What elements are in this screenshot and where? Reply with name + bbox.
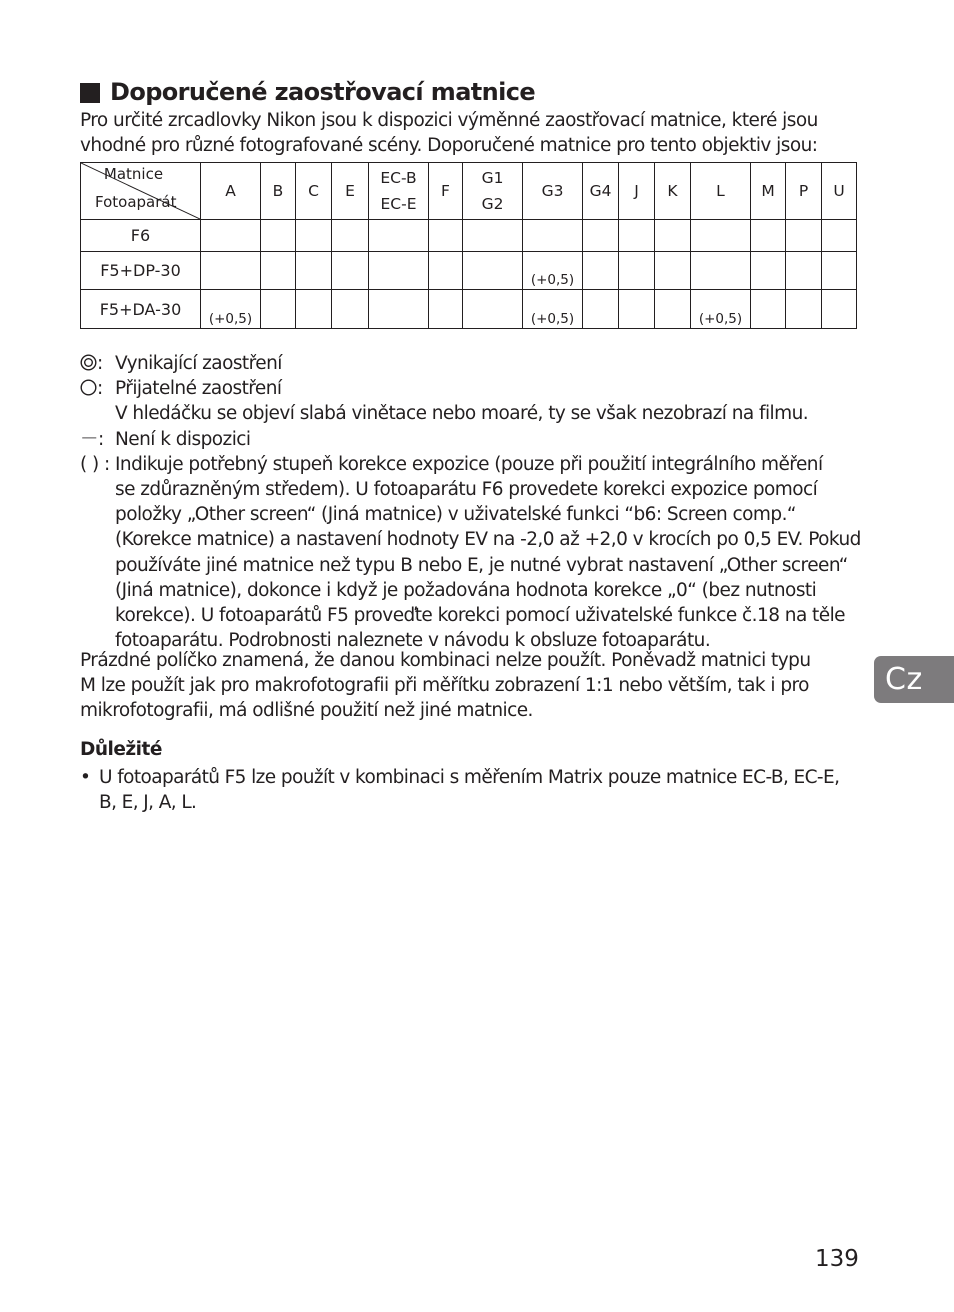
intro-paragraph	[80, 108, 860, 158]
table-cell	[822, 252, 857, 290]
column-header: C	[296, 163, 332, 220]
table-cell	[786, 290, 822, 329]
legend: : Vynikající zaostření : Přijatelné zaostření V hledáčku se objeví slabá vinětace nebo moaré, ty se však nezobrazí na filmu. －: Není k dispozici ( ) : Indikuje potřebný stupeň korekce expozice (pouze při použití integrálního měření se zdůrazněným středem). U fotoaparátu F6 provedete korekci expozice pomocí položky „Other screen“ (Jiná matnice) v uživatelské funkci “b6: Screen comp.“ (Korekce matnice) a nastavení hodnoty EV na -2,0 až +2,0 v krocích po 0,5 EV. Pokud používáte jiné matnice než typu B nebo E, je nutné vybrat nastavení „Other screen“ (Jiná matnice), dokonce i když je požadována hodnota korekce „0“ (bez nutnosti korekce). U fotoaparátů F5 proveďte korekci pomocí uživatelské funkce č.18 na těle fotoaparátu. Podrobnosti naleznete v návodu k obsluze fotoaparátu.	[80, 351, 870, 653]
exposure-correction: (+0,5)	[208, 311, 253, 327]
table-cell	[261, 290, 296, 329]
intro-line: vhodné pro různé fotografované scény. Doporučené matnice pro tento objektiv jsou:	[80, 135, 818, 157]
table-cell	[369, 252, 429, 290]
row-label: F6	[81, 220, 201, 252]
table-cell	[822, 220, 857, 252]
table-cell	[786, 220, 822, 252]
exposure-correction: (+0,5)	[530, 272, 575, 288]
black-square-icon	[80, 83, 100, 103]
table-cell	[429, 220, 463, 252]
table-cell	[619, 252, 655, 290]
table-cell	[201, 290, 261, 329]
table-cell	[332, 252, 369, 290]
table-cell	[655, 220, 691, 252]
table-cell	[583, 252, 619, 290]
intro-line: Pro určité zrcadlovky Nikon jsou k dispozici výměnné zaostřovací matnice, které jsou	[80, 110, 818, 131]
table-cell	[619, 290, 655, 329]
table-row	[81, 290, 857, 329]
column-header: A	[201, 163, 261, 220]
row-label: F5+DA-30	[81, 290, 201, 329]
exposure-correction: (+0,5)	[530, 311, 575, 327]
table-row	[81, 252, 857, 290]
table-row	[81, 220, 857, 252]
table-cell	[369, 220, 429, 252]
exposure-correction: (+0,5)	[698, 311, 743, 327]
table-cell	[261, 252, 296, 290]
table-cell	[201, 220, 261, 252]
table-cell	[786, 252, 822, 290]
table-cell	[296, 290, 332, 329]
table-corner-cell	[81, 163, 201, 220]
table-cell	[583, 220, 619, 252]
corner-label-screens: Matnice	[103, 165, 164, 183]
table-cell	[296, 220, 332, 252]
column-header: EC-B EC-E	[369, 163, 429, 220]
legend-acceptable-text: Přijatelné zaostření	[115, 378, 282, 400]
legend-acceptable-note: V hledáčku se objeví slabá vinětace nebo moaré, ty se však nezobrazí na filmu.	[115, 403, 809, 425]
language-tab: Cz	[874, 656, 954, 703]
table-cell	[655, 290, 691, 329]
column-header: U	[822, 163, 857, 220]
column-header: E	[332, 163, 369, 220]
table-cell	[822, 290, 857, 329]
table-cell	[429, 290, 463, 329]
legend-acceptable: : Přijatelné zaostření	[80, 376, 870, 401]
column-header: M	[751, 163, 786, 220]
table-cell	[619, 220, 655, 252]
section-title-text: Doporučené zaostřovací matnice	[110, 78, 536, 106]
table-cell	[523, 290, 583, 329]
table-cell	[332, 220, 369, 252]
table-cell	[751, 290, 786, 329]
legend-excellent-text: Vynikající zaostření	[115, 353, 282, 374]
row-label: F5+DP-30	[81, 252, 201, 290]
table-cell	[429, 252, 463, 290]
section-title	[80, 78, 535, 106]
table-cell	[332, 290, 369, 329]
table-cell	[691, 220, 751, 252]
important-heading: Důležité	[80, 739, 162, 760]
table-cell	[751, 220, 786, 252]
focusing-screen-table	[80, 162, 857, 329]
double-circle-icon	[80, 354, 97, 371]
table-cell	[583, 290, 619, 329]
table-cell	[463, 290, 523, 329]
column-header: B	[261, 163, 296, 220]
table-cell	[296, 252, 332, 290]
legend-excellent: : Vynikající zaostření	[80, 351, 870, 376]
legend-parentheses: ( ) : Indikuje potřebný stupeň korekce expozice (pouze při použití integrálního měření	[80, 452, 870, 477]
table-cell	[691, 252, 751, 290]
table-cell	[463, 252, 523, 290]
column-header: G1 G2	[463, 163, 523, 220]
dash-key: －:	[80, 428, 104, 450]
table-cell	[655, 252, 691, 290]
corner-label-camera: Fotoaparát	[95, 193, 177, 211]
column-header: P	[786, 163, 822, 220]
table-cell	[523, 252, 583, 290]
bullet-icon: •	[80, 767, 91, 788]
column-header: F	[429, 163, 463, 220]
table-cell	[201, 252, 261, 290]
explanation-paragraph: Prázdné políčko znamená, že danou kombinaci nelze použít. Poněvadž matnici typu M lze použít jak pro makrofotografii při měřítku zobrazení 1:1 nebo větším, tak i pro mikrofotografii, má odlišné použití než jiné matnice.	[80, 650, 811, 722]
table-cell	[261, 220, 296, 252]
table-cell	[691, 290, 751, 329]
parentheses-key: ( ) :	[80, 453, 110, 475]
column-header: G4	[583, 163, 619, 220]
column-header: K	[655, 163, 691, 220]
column-header: G3	[523, 163, 583, 220]
page-number: 139	[815, 1246, 859, 1272]
legend-na-text: Není k dispozici	[115, 428, 251, 450]
column-header: J	[619, 163, 655, 220]
table-header-row	[81, 163, 857, 220]
table-cell	[523, 220, 583, 252]
table-cell	[751, 252, 786, 290]
table-cell	[463, 220, 523, 252]
column-header: L	[691, 163, 751, 220]
circle-icon	[80, 379, 97, 396]
table-cell	[369, 290, 429, 329]
legend-not-available	[80, 427, 870, 452]
